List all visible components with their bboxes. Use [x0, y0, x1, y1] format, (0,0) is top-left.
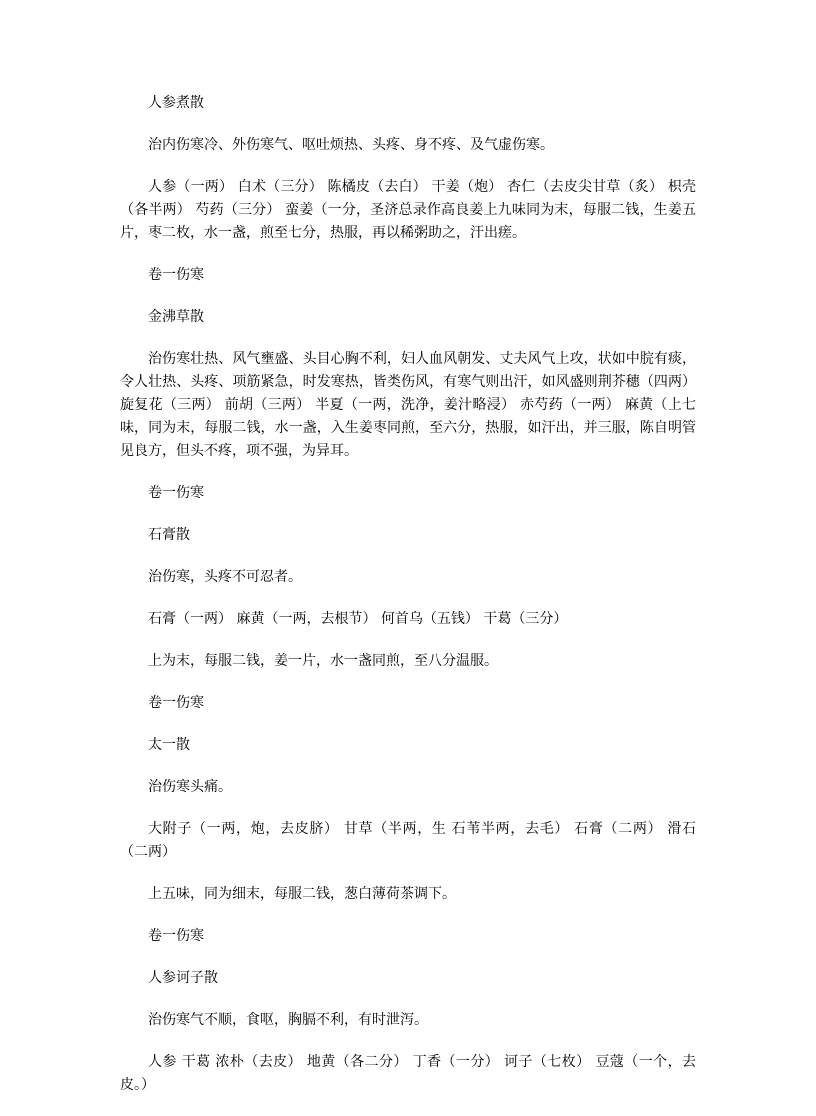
section-title: 金沸草散 [148, 309, 204, 325]
volume-label: 卷一伤寒 [148, 485, 204, 501]
indication-text: 治内伤寒冷、外伤寒气、呕吐烦热、头疼、身不疼、及气虚伤寒。 [148, 137, 554, 153]
indication-text: 治伤寒壮热、风气壅盛、头目心胸不利，妇人血风朝发、丈夫风气上攻，状如中脘有痰，令人壮热、头疼、项筋紧急，时发寒热，皆类伤风，有寒气则出汗，如风盛则荆芥穗（四两） 旋复花（三两） 前胡（三两） 半夏（一两，洗净，姜汁略浸） 赤芍药（一两） 麻黄（上七味，同为末，每服二钱，水一盏，入生姜枣同煎，至六分，热服，如汗出，并三服，陈自明管见良方，但头不疼，项不强，为异耳。 [120, 351, 696, 459]
section-title: 人参诃子散 [148, 970, 218, 986]
document-body [120, 92, 696, 1116]
recipe-text: 人参 干葛 浓朴（去皮） 地黄（各二分） 丁香（一分） 诃子（七枚） 豆蔻（一个，去皮。） [120, 1054, 696, 1093]
volume-label: 卷一伤寒 [148, 695, 204, 711]
indication-text: 治伤寒头痛。 [148, 779, 232, 795]
section-title: 太一散 [148, 737, 190, 753]
indication-text: 治伤寒气不顺，食呕，胸膈不利，有时泄泻。 [148, 1012, 428, 1028]
recipe-text: 大附子（一两，炮，去皮脐） 甘草（半两，生 石苇半两，去毛） 石膏（二两） 滑石（二两） [120, 821, 696, 860]
preparation-text: 上五味，同为细末，每服二钱，葱白薄荷茶调下。 [148, 886, 456, 902]
indication-text: 治伤寒，头疼不可忍者。 [148, 569, 302, 585]
recipe-text: 人参（一两） 白术（三分） 陈橘皮（去白） 干姜（炮） 杏仁（去皮尖甘草（炙） 枳壳（各半两） 芍药（三分） 蛮姜（一分，圣济总录作高良姜上九味同为末，每服二钱，生姜五片，枣二枚，水一盏，煎至七分，热服，再以稀粥助之，汗出瘥。 [120, 179, 696, 241]
preparation-text: 上为末，每服二钱，姜一片，水一盏同煎，至八分温服。 [148, 653, 498, 669]
section-title: 石膏散 [148, 527, 190, 543]
recipe-text: 石膏（一两） 麻黄（一两，去根节） 何首乌（五钱） 干葛（三分） [148, 611, 568, 627]
volume-label: 卷一伤寒 [148, 928, 204, 944]
volume-label: 卷一伤寒 [148, 267, 204, 283]
section-title: 人参煮散 [148, 95, 204, 111]
